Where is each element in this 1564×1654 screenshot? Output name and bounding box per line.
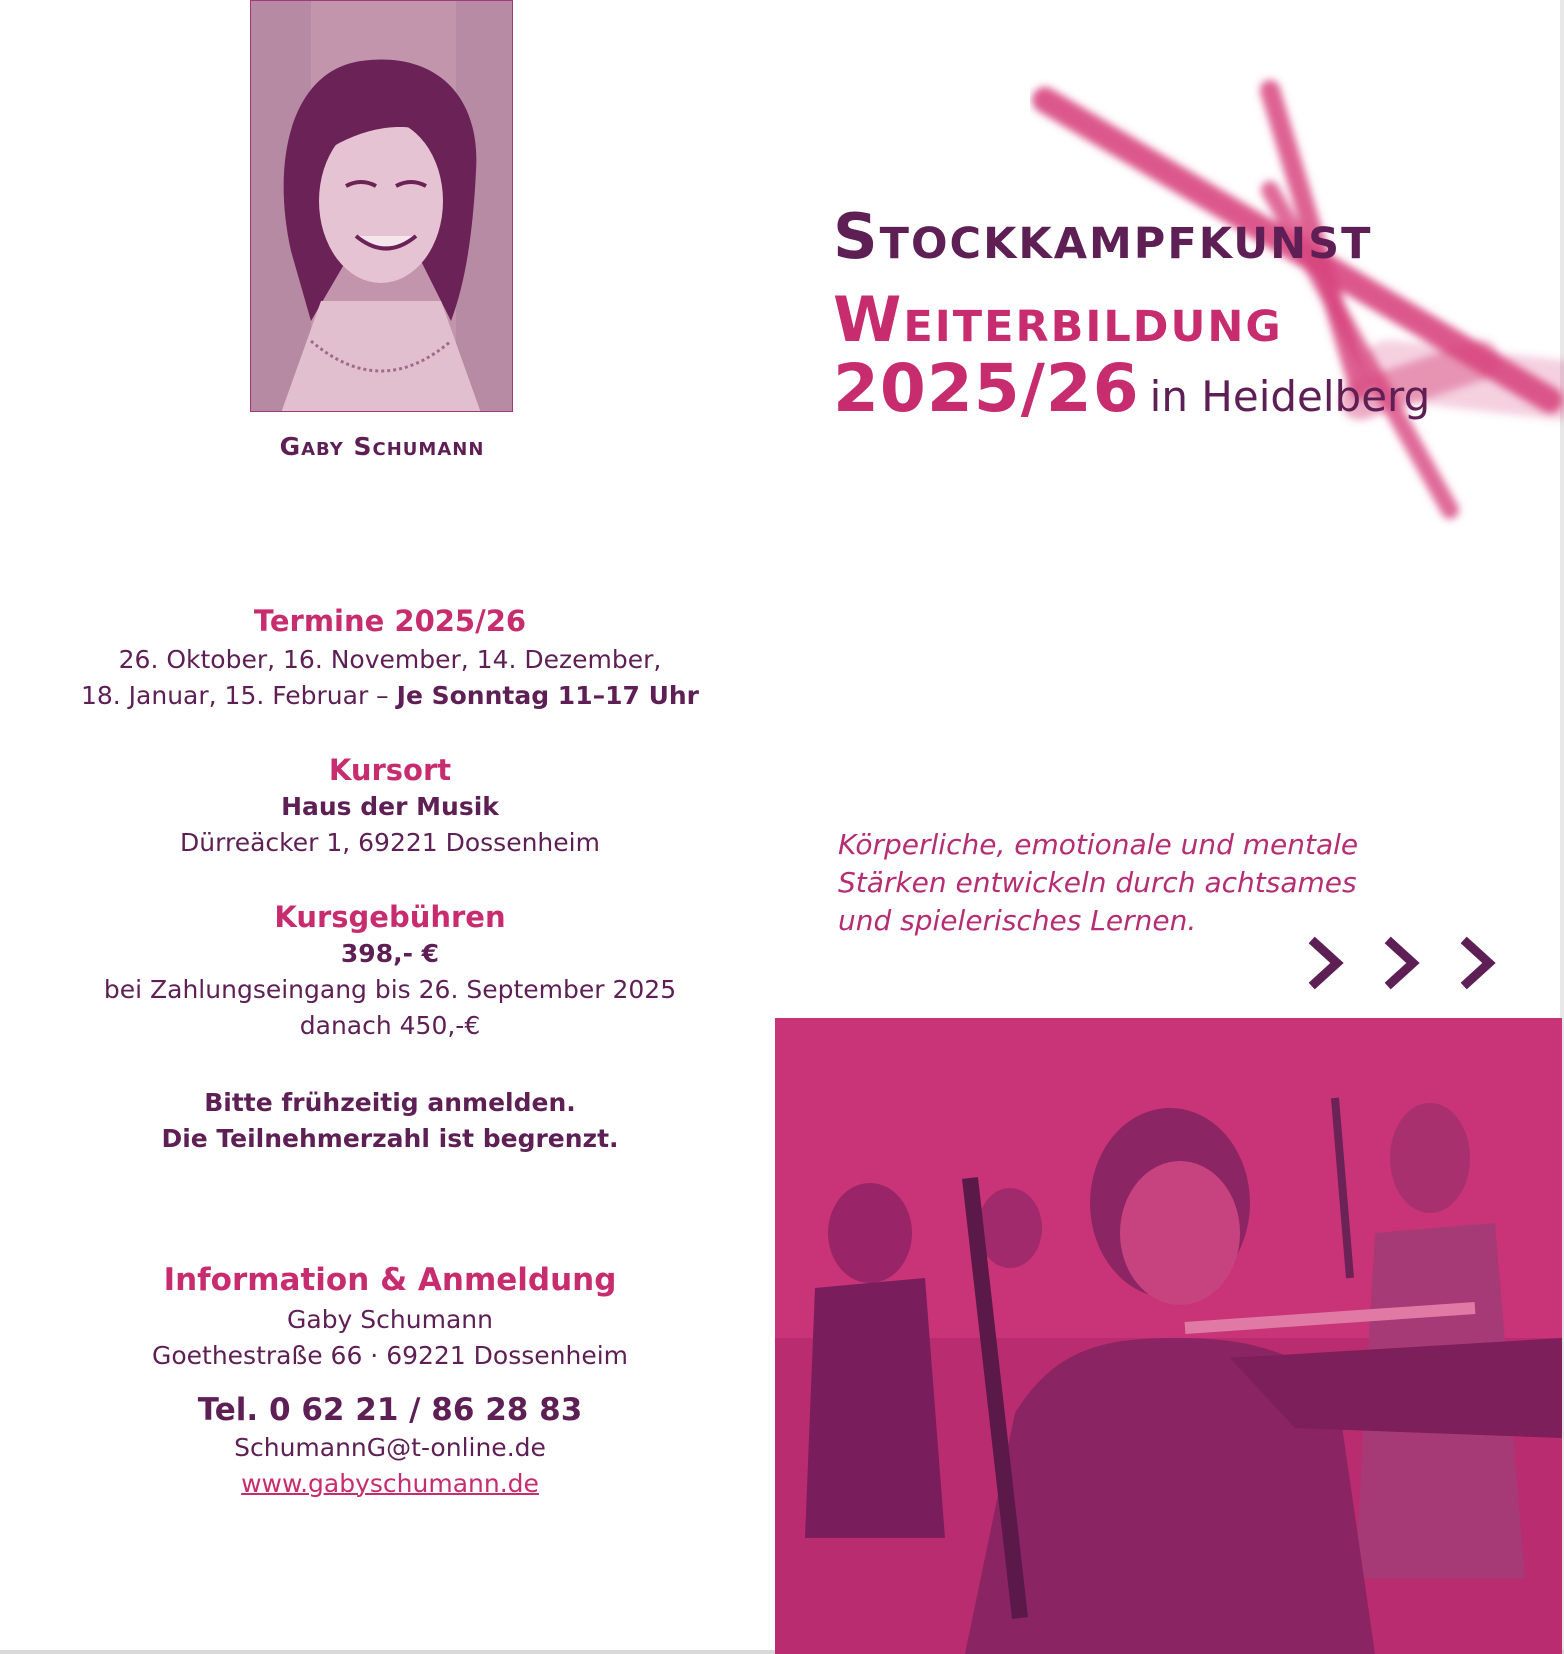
tagline-line-2: Stärken entwickeln durch achtsames	[838, 866, 1357, 899]
tagline-line-3: und spielerisches Lernen.	[838, 904, 1197, 937]
portrait-name: Gaby Schumann	[279, 432, 485, 461]
fees-heading: Kursgebühren	[274, 900, 506, 934]
dates-heading: Termine 2025/26	[253, 604, 527, 638]
training-photo	[775, 1018, 1562, 1654]
notice-line-2: Die Teilnehmerzahl ist begrenzt.	[161, 1124, 619, 1153]
dates-section	[40, 604, 740, 714]
contact-address: Goethestraße 66 · 69221 Dossenheim	[151, 1341, 629, 1370]
dates-line-2	[40, 678, 740, 714]
title-place: in Heidelberg	[1149, 372, 1431, 421]
fees-section	[40, 900, 740, 1044]
contact-email[interactable]: SchumannG@t-online.de	[234, 1433, 546, 1462]
fees-price: 398,- €	[340, 939, 440, 968]
notice-line-1: Bitte frühzeitig anmelden.	[204, 1088, 576, 1117]
chevron-right-icon	[1307, 935, 1507, 991]
title-line-2: Weiterbildung	[833, 283, 1283, 356]
portrait-photo	[250, 0, 513, 412]
venue-name: Haus der Musik	[281, 792, 499, 821]
contact-heading: Information & Anmeldung	[163, 1262, 617, 1298]
fees-condition: bei Zahlungseingang bis 26. September 2025	[103, 975, 677, 1004]
contact-website-link[interactable]: www.gabyschumann.de	[241, 1469, 539, 1498]
title-line-1: Stockkampfkunst	[833, 200, 1373, 273]
tagline-line-1: Körperliche, emotionale und mentale	[838, 828, 1359, 861]
title-line-3	[833, 350, 1430, 427]
tagline	[838, 826, 1398, 940]
venue-address: Dürreäcker 1, 69221 Dossenheim	[180, 828, 600, 857]
dates-line-2-text: 18. Januar, 15. Februar –	[80, 681, 389, 710]
dates-time: Je Sonntag 11–17 Uhr	[396, 681, 700, 710]
contact-name: Gaby Schumann	[287, 1305, 493, 1334]
fees-later: danach 450,-€	[299, 1011, 481, 1040]
registration-notice	[40, 1085, 740, 1157]
title-year: 2025/26	[833, 350, 1140, 427]
contact-phone[interactable]: Tel. 0 62 21 / 86 28 83	[197, 1392, 583, 1428]
venue-heading: Kursort	[328, 753, 452, 787]
venue-section	[40, 753, 740, 861]
contact-section	[40, 1262, 740, 1502]
dates-line-1: 26. Oktober, 16. November, 14. Dezember,	[118, 645, 662, 674]
